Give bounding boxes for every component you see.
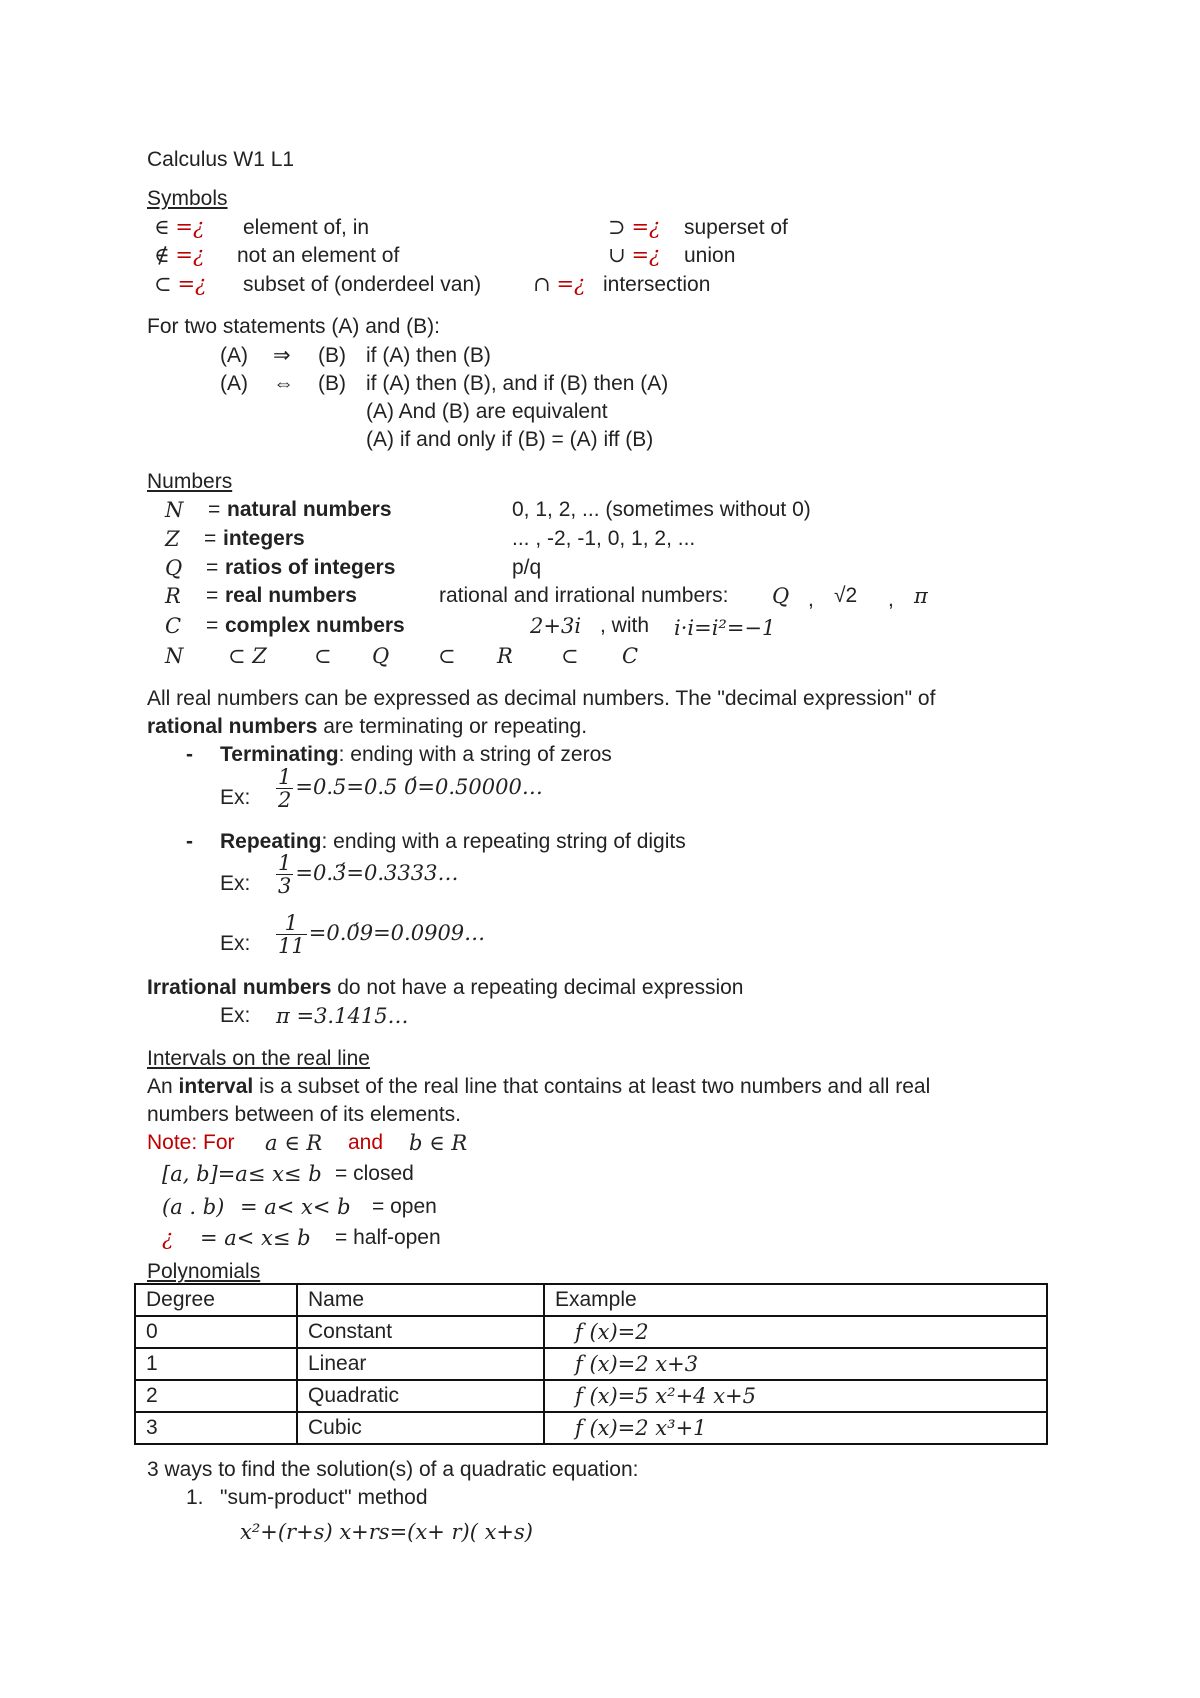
polynomials-heading: Polynomials [147,1260,261,1283]
interval-open: (a . b) [162,1195,225,1219]
real-example-sep: , [808,588,814,611]
table-header: Name [297,1284,544,1316]
real-example: Q [772,584,790,608]
complex-with: , with [600,614,650,637]
table-cell: f (x)=2 x+3 [544,1348,1047,1380]
number-set-symbol: Q [165,556,183,580]
interval-type: = closed [335,1162,414,1185]
number-set-eq: = [208,498,221,521]
interval-open-def: = a< x< b [240,1195,351,1219]
number-set-example: rational and irrational numbers: [439,584,729,607]
symbol-label: subset of (onderdeel van) [243,273,482,296]
symbol-label: not an element of [237,244,400,267]
ex-label: Ex: [220,932,251,955]
interval-definition: An interval is a subset of the real line that contains at least two numbers and all real [147,1075,931,1098]
statement-extra: (A) if and only if (B) = (A) iff (B) [366,428,654,451]
chain-item: ⊂ [438,644,456,668]
polynomials-table [134,1283,1048,1445]
number-set-example: p/q [512,556,542,579]
symbol-element-of: ∈ =¿ [154,215,205,239]
number-set-name: integers [223,527,305,550]
table-header: Example [544,1284,1047,1316]
table-row [135,1380,1047,1412]
note-label: Note: For [147,1131,235,1154]
ex-label: Ex: [220,786,251,809]
implies-arrow: ⇒ [273,344,291,367]
table-cell: f (x)=2 x³+1 [544,1412,1047,1444]
number-set-example: 2+3i [530,614,582,638]
list-number: 1. [186,1486,204,1509]
table-row [135,1316,1047,1348]
number-set-eq: = [204,527,217,550]
chain-item: ⊂ Z [228,644,267,668]
fraction: $\frac{1}{11}$ [278,911,305,959]
statements-intro: For two statements (A) and (B): [147,315,440,338]
decimals-intro-2: rational numbers are terminating or repeating. [147,715,588,738]
interval-type: = half-open [335,1226,441,1249]
number-set-eq: = [206,584,219,607]
interval-half-open: ¿ [162,1226,174,1250]
table-cell: 1 [135,1348,297,1380]
real-example: √2 [834,584,858,607]
statement-b: (B) [318,372,346,395]
table-cell: 3 [135,1412,297,1444]
symbols-heading: Symbols [147,187,228,210]
statement-a: (A) [220,344,248,367]
chain-item: N [165,644,184,668]
table-cell: f (x)=2 [544,1316,1047,1348]
table-cell: f (x)=5 x²+4 x+5 [544,1380,1047,1412]
symbol-subset: ⊂ =¿ [154,272,207,296]
intervals-heading: Intervals on the real line [147,1047,370,1070]
number-set-example: 0, 1, 2, ... (sometimes without 0) [512,498,811,521]
number-set-eq: = [206,556,219,579]
page-title: Calculus W1 L1 [147,148,295,171]
note-a: a ∈ R [265,1131,323,1155]
symbol-label: union [684,244,736,267]
number-set-symbol: Z [165,527,180,551]
statement-a: (A) [220,372,248,395]
table-cell: Cubic [297,1412,544,1444]
symbol-not-element: ∉ =¿ [154,243,205,267]
table-cell: Linear [297,1348,544,1380]
table-row [135,1348,1047,1380]
pi-example: π =3.1415… [276,1004,409,1028]
number-set-example: ... , -2, -1, 0, 1, 2, ... [512,527,696,550]
table-header-row [135,1284,1047,1316]
statement-desc: if (A) then (B), and if (B) then (A) [366,372,669,395]
table-header: Degree [135,1284,297,1316]
chain-item: C [622,644,639,668]
symbol-label: intersection [603,273,711,296]
table-cell: Constant [297,1316,544,1348]
real-example: π [914,584,928,608]
fraction-example: $\frac{1}{3}$ =0.3́=0.3333… [278,851,459,899]
number-set-name: real numbers [225,584,357,607]
table-row [135,1412,1047,1444]
bullet: - [186,743,193,766]
fraction: $\frac{1}{3}$ [278,851,292,899]
table-cell: 2 [135,1380,297,1412]
interval-type: = open [372,1195,437,1218]
symbol-union: ∪ =¿ [608,243,661,267]
table-cell: 0 [135,1316,297,1348]
sum-product-formula: x²+(r+s) x+rs=(x+ r)( x+s) [240,1520,533,1544]
symbol-superset: ⊃ =¿ [608,215,661,239]
fraction: $\frac{1}{2}$ [278,765,292,813]
number-set-eq: = [206,614,219,637]
note-b: b ∈ R [409,1131,468,1155]
statement-desc: if (A) then (B) [366,344,491,367]
ex-label: Ex: [220,872,251,895]
complex-identity: i·i=i²=−1 [674,616,776,640]
chain-item: R [497,644,513,668]
fraction-example: $\frac{1}{2}$ =0.5=0.5 0́=0.50000… [278,765,543,813]
interval-closed: [a, b]=a≤ x≤ b [162,1162,322,1186]
bullet: - [186,830,193,853]
quadratic-intro: 3 ways to find the solution(s) of a quadratic equation: [147,1458,639,1481]
statement-b: (B) [318,344,346,367]
number-set-symbol: C [165,614,182,638]
number-set-symbol: R [165,584,181,608]
fraction-example: $\frac{1}{11}$ =0.0́9=0.0909… [278,911,486,959]
decimals-intro: All real numbers can be expressed as decimal numbers. The "decimal expression" of [147,687,936,710]
chain-item: ⊂ [314,644,332,668]
chain-item: ⊂ [561,644,579,668]
number-set-symbol: N [165,498,184,522]
ex-label: Ex: [220,1004,251,1027]
numbers-heading: Numbers [147,470,233,493]
real-example-sep: , [888,588,894,611]
repeating-line: Repeating: ending with a repeating string of digits [220,830,686,853]
list-item: "sum-product" method [220,1486,428,1509]
terminating-line: Terminating: ending with a string of zeros [220,743,612,766]
statement-extra: (A) And (B) are equivalent [366,400,608,423]
number-set-name: ratios of integers [225,556,396,579]
symbol-label: superset of [684,216,788,239]
note-and: and [348,1131,384,1154]
symbol-label: element of, in [243,216,370,239]
interval-half-open-def: = a< x≤ b [200,1226,311,1250]
iff-arrow: ⇔ [273,372,294,395]
number-set-name: complex numbers [225,614,405,637]
symbol-intersection: ∩ =¿ [533,272,586,296]
table-cell: Quadratic [297,1380,544,1412]
irrational-line: Irrational numbers do not have a repeating decimal expression [147,976,744,999]
chain-item: Q [372,644,390,668]
interval-definition-2: numbers between of its elements. [147,1103,461,1126]
number-set-name: natural numbers [227,498,392,521]
